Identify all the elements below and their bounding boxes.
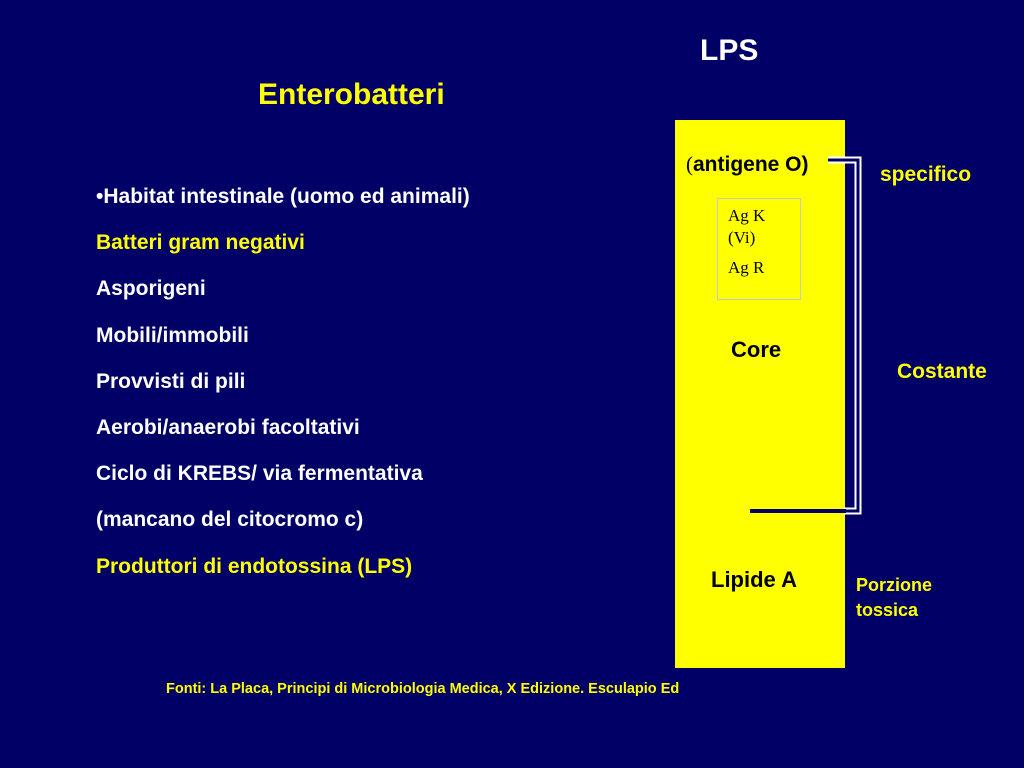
costante-label: Costante (897, 360, 987, 383)
antigen-open-paren: ( (686, 152, 693, 176)
bullet-item-asporigeni: Asporigeni (96, 277, 206, 301)
specifico-label: specifico (880, 163, 972, 186)
bullet-item-citocromo: (mancano del citocromo c) (96, 508, 364, 532)
slide-title: Enterobatteri (258, 78, 445, 111)
costante-bracket (844, 160, 858, 511)
ag-vi-label: (Vi) (728, 228, 756, 247)
antigen-close-paren: ) (801, 153, 809, 176)
bullet-item-mobili: Mobili/immobili (96, 323, 249, 347)
porzione-tossica-label: Porzione tossica (856, 575, 933, 620)
bullet-item-pili: Provvisti di pili (96, 369, 246, 393)
source-citation: Fonti: La Placa, Principi di Microbiologia Medica, X Edizione. Esculapio Ed (166, 681, 680, 697)
lps-title: LPS (700, 34, 759, 67)
core-label: Core (731, 337, 782, 362)
ag-r-label: Ag R (728, 258, 765, 277)
bullet-item-aerobi: Aerobi/anaerobi facoltativi (96, 415, 360, 439)
bullet-item-endotossina: Produttori di endotossina (LPS) (96, 554, 413, 578)
bullet-item-gram-negative: Batteri gram negativi (96, 231, 305, 255)
lipide-a-label: Lipide A (711, 567, 797, 592)
bullet-item-krebs: Ciclo di KREBS/ via fermentativa (96, 462, 423, 486)
antigen-o-text: antigene O (693, 153, 802, 176)
ag-k-label: Ag K (728, 206, 766, 225)
bullet-item-habitat: •Habitat intestinale (uomo ed animali) (96, 185, 470, 208)
